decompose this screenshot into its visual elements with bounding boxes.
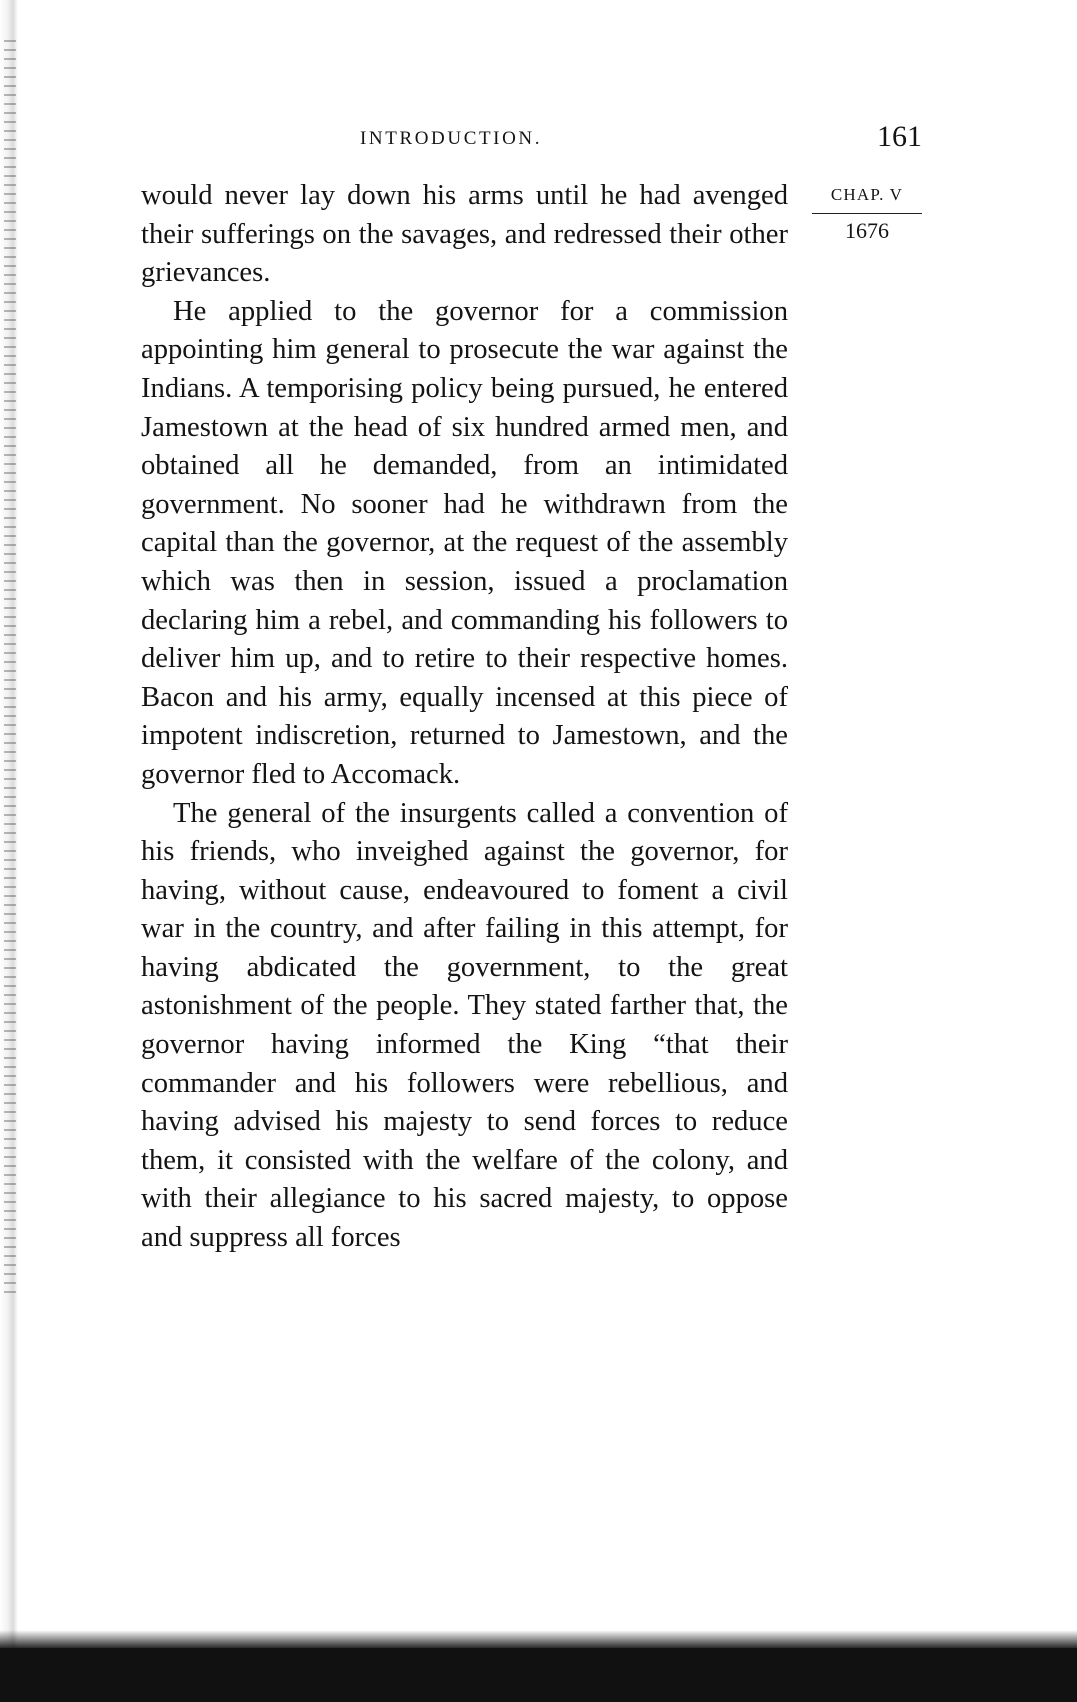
margin-note-year: 1676: [845, 218, 889, 243]
binding-stitch-marks: [4, 40, 16, 1300]
running-head: INTRODUCTION.: [360, 128, 543, 149]
margin-note: [812, 185, 922, 244]
body-text: [141, 177, 788, 1258]
bottom-page-edge: [0, 1648, 1077, 1702]
bottom-edge-shadow: [0, 1630, 1077, 1650]
margin-note-chapter: CHAP. V: [812, 185, 922, 214]
paragraph-continuation: would never lay down his arms until he had avenged their sufferings on the savages, and redressed their other grievances.: [141, 180, 788, 289]
paragraph-convention: The general of the insurgents called a convention of his friends, who inveighed against the governor, for having, without cause, endeavoured to foment a civil war in the country, and after failing in this attempt, for having abdicated the government, to the great astonishment of the people. They stated farther that, the governor having informed the King “that their commander and his followers were rebellious, and having advised his majesty to send forces to reduce them, it consisted with the welfare of the colony, and with their allegiance to his sacred majesty, to oppose and suppress all forces: [141, 797, 788, 1254]
paragraph-commission: He applied to the governor for a commission appointing him general to prosecute the war against the Indians. A temporising policy being pursued, he entered Jamestown at the head of six hundred armed men, and obtained all he demanded, from an intimidated government. No sooner had he withdrawn from the capital than the governor, at the request of the assembly which was then in session, issued a proclamation declaring him a rebel, and commanding his followers to deliver him up, and to retire to their respective homes. Bacon and his army, equally incensed at this piece of impotent indiscretion, returned to Jamestown, and the governor fled to Accomack.: [141, 295, 788, 790]
page-number: 161: [877, 120, 922, 153]
